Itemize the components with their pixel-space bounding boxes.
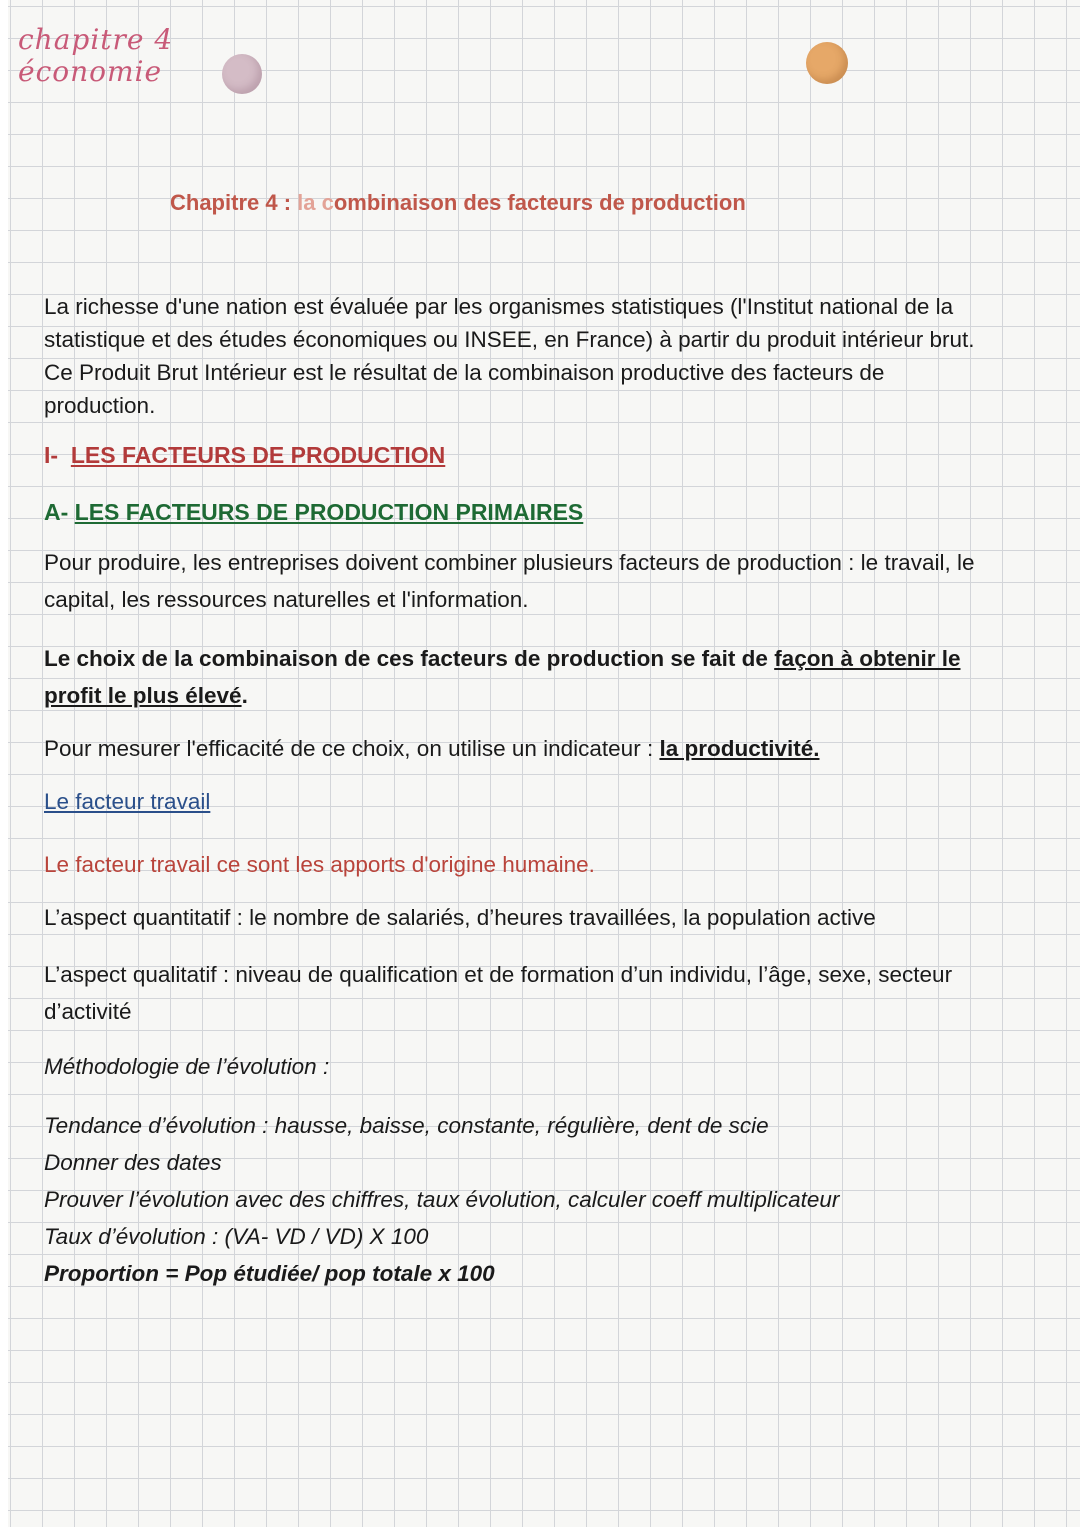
title-smudged-part: la c xyxy=(297,190,334,215)
handwritten-note xyxy=(18,24,173,88)
handwritten-subject: économie xyxy=(18,55,163,88)
orange-circle-sticker xyxy=(806,42,848,84)
measure-text: Pour mesurer l'efficacité de ce choix, on utilise un indicateur : xyxy=(44,736,660,761)
methodology-line: Tendance d’évolution : hausse, baisse, constante, régulière, dent de scie xyxy=(44,1113,769,1138)
methodology-line: Donner des dates xyxy=(44,1150,222,1175)
title-prefix: Chapitre 4 : xyxy=(170,190,298,215)
paper-left-edge xyxy=(0,0,8,1527)
pink-circle-sticker xyxy=(222,54,262,94)
page-title xyxy=(170,190,746,216)
handwritten-chapter: chapitre 4 xyxy=(18,23,174,56)
title-rest: ombinaison des facteurs de production xyxy=(333,190,746,215)
qualitative-aspect: L’aspect qualitatif : niveau de qualification et de formation d’un individu, l’âge, sexe, secteur d’activité xyxy=(44,962,953,1024)
section-heading-1 xyxy=(44,442,994,469)
choice-end: . xyxy=(241,683,248,708)
quantitative-aspect: L’aspect quantitatif : le nombre de salariés, d’heures travaillées, la population active xyxy=(44,905,876,930)
production-paragraph: Pour produire, les entreprises doivent combiner plusieurs facteurs de production : le travail, le capital, les ressources naturelles et l'information. xyxy=(44,550,975,612)
proportion-formula: Proportion = Pop étudiée/ pop totale x 100 xyxy=(44,1261,495,1286)
section-heading-a xyxy=(44,499,994,526)
choice-underlined: façon à obtenir le profit le plus élevé xyxy=(44,646,961,708)
labor-definition: Le facteur travail ce sont les apports d'origine humaine. xyxy=(44,852,595,877)
measure-paragraph xyxy=(44,730,994,767)
choice-text: Le choix de la combinaison de ces facteurs de production se fait de xyxy=(44,646,775,671)
methodology-line: Taux d’évolution : (VA- VD / VD) X 100 xyxy=(44,1224,429,1249)
intro-paragraph: La richesse d'une nation est évaluée par les organismes statistiques (l'Institut national de la statistique et des études économiques ou INSEE, en France) à partir du produit intérieur brut. Ce Produit Brut Intérieur est le résultat de la combinaison productive des facteurs de production. xyxy=(44,294,975,418)
labor-factor-link-paragraph xyxy=(44,783,994,820)
section-1-number: I- xyxy=(44,442,59,468)
document-body xyxy=(44,290,994,1292)
choice-paragraph xyxy=(44,640,994,714)
section-1-title: LES FACTEURS DE PRODUCTION xyxy=(70,442,446,468)
section-a-letter: A- xyxy=(44,499,69,525)
methodology-heading: Méthodologie de l’évolution : xyxy=(44,1054,330,1079)
labor-factor-link[interactable]: Le facteur travail xyxy=(44,789,211,814)
methodology-line: Prouver l’évolution avec des chiffres, taux évolution, calculer coeff multiplicateur xyxy=(44,1187,840,1212)
productivity-term: la productivité. xyxy=(659,736,820,761)
section-a-title: LES FACTEURS DE PRODUCTION PRIMAIRES xyxy=(74,499,584,525)
